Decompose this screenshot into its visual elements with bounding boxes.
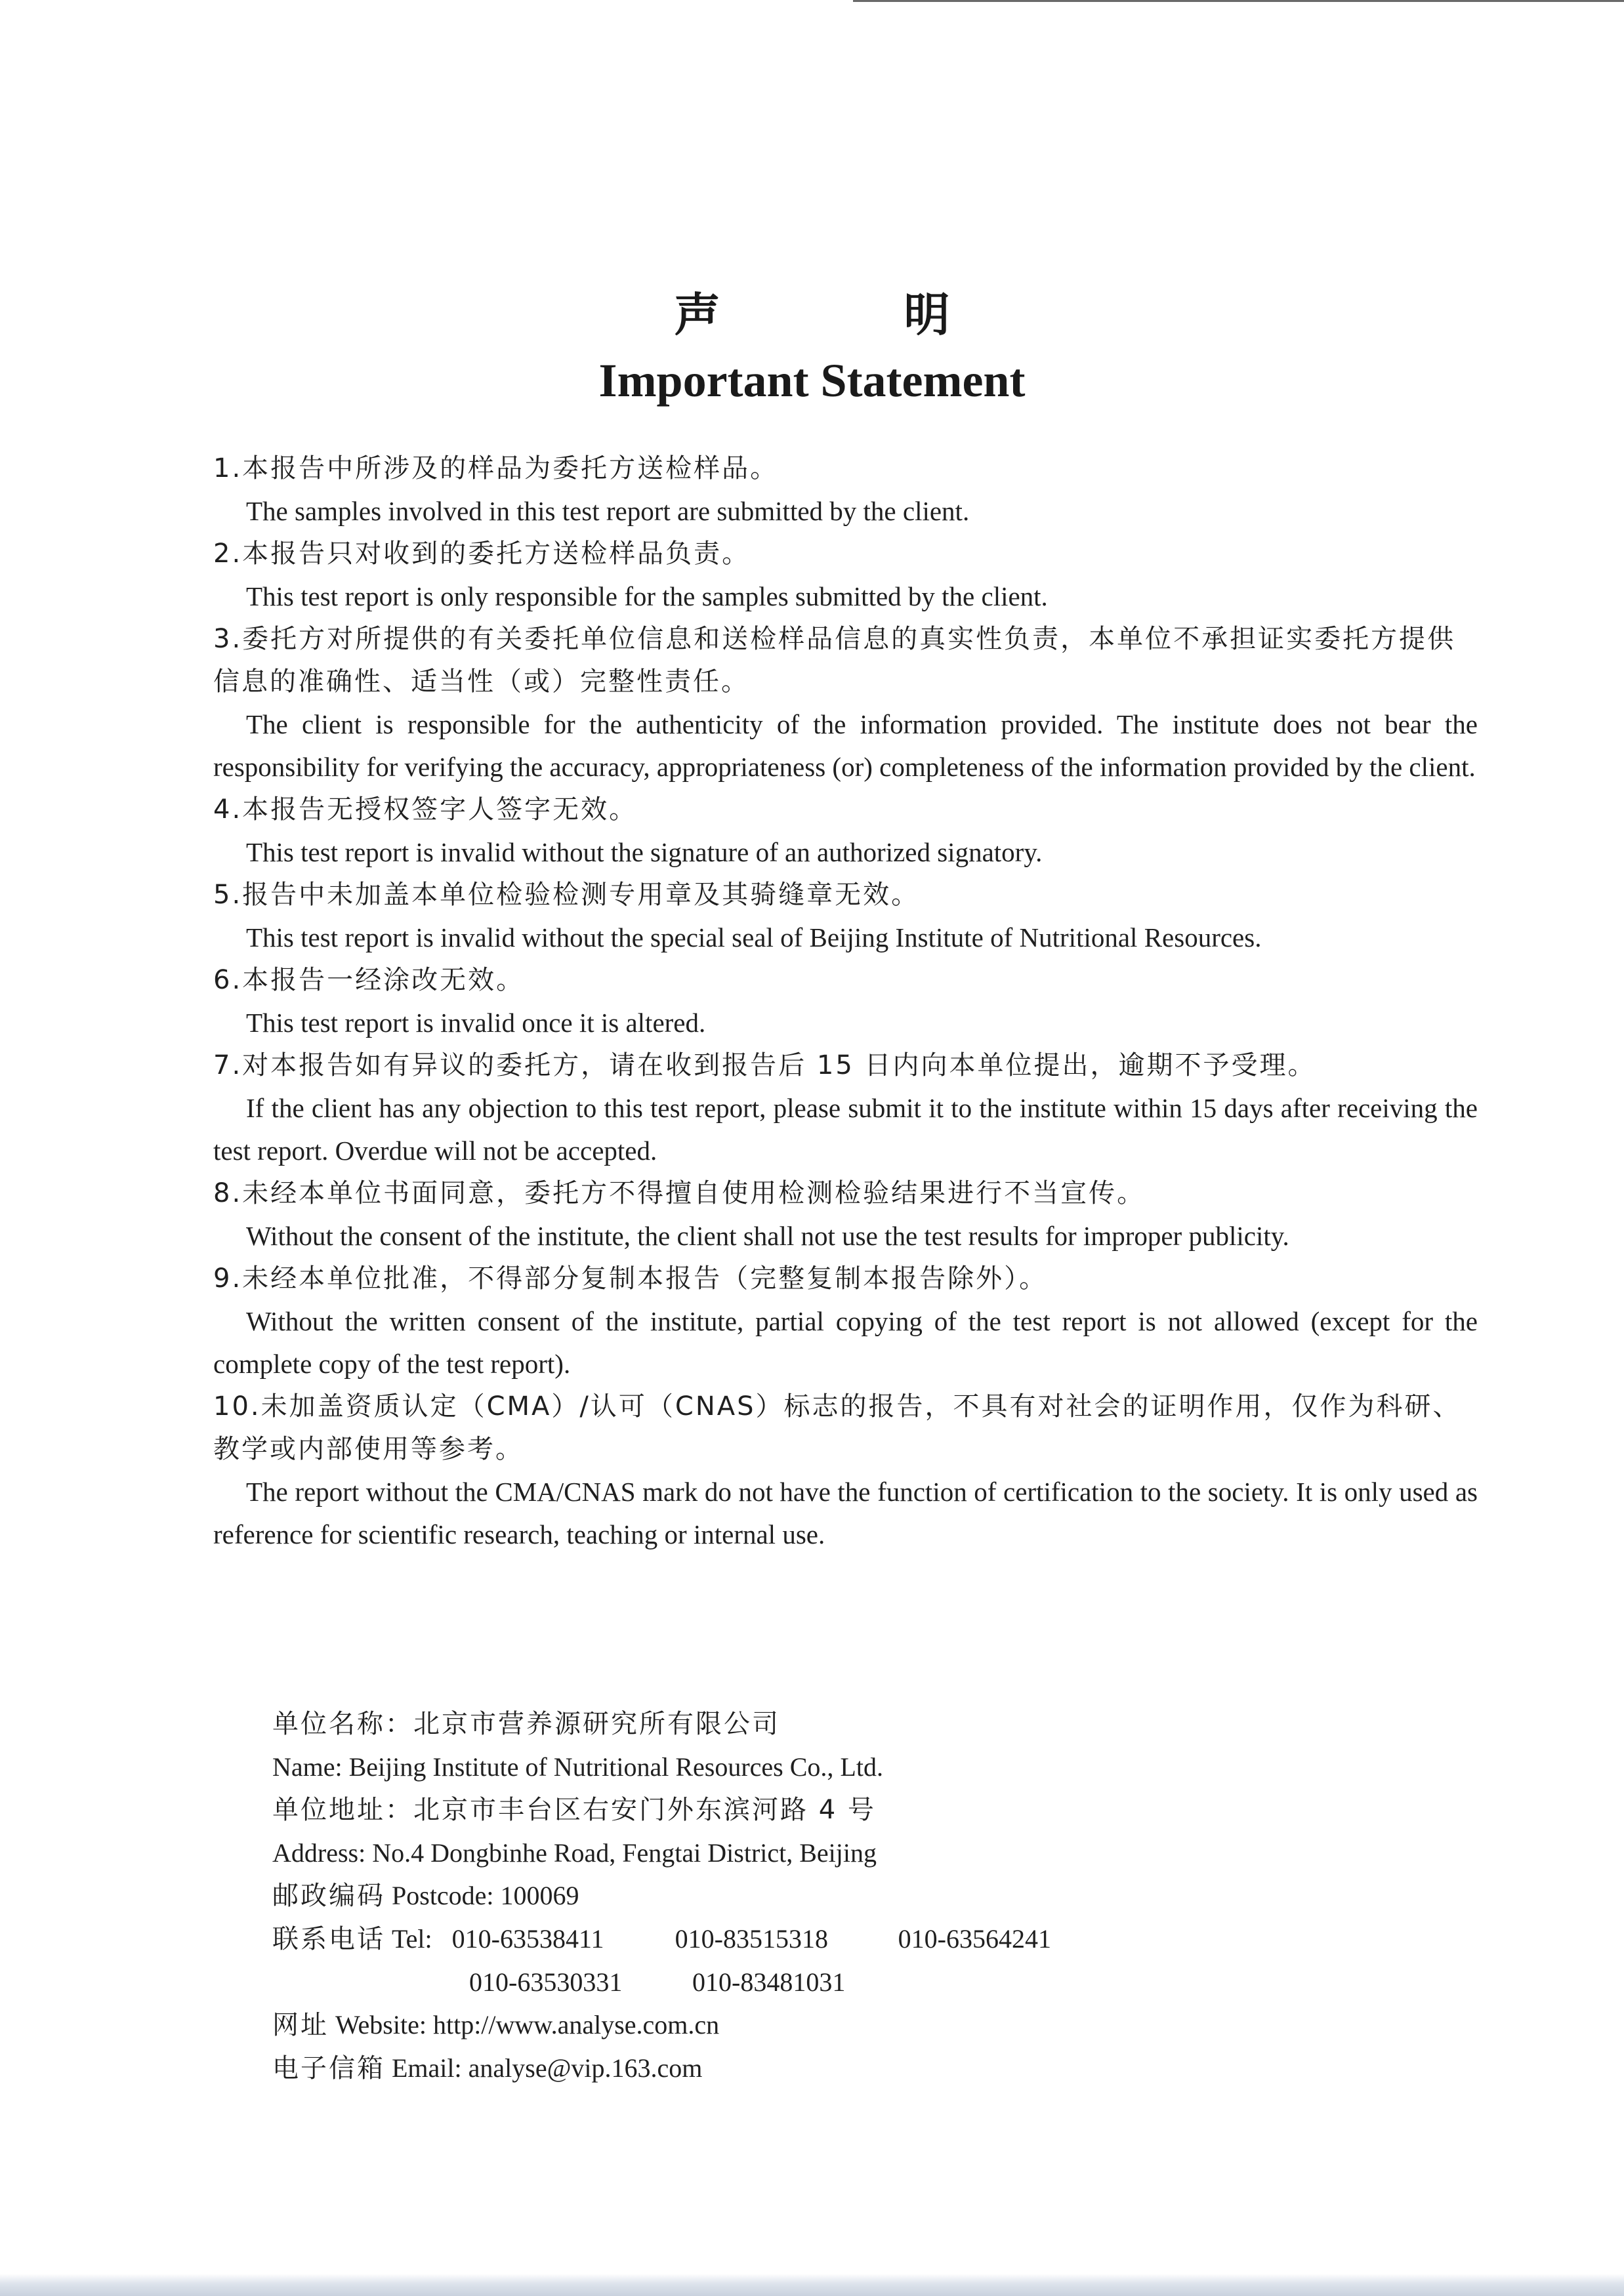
statement-cn: 2.本报告只对收到的委托方送检样品负责。 <box>213 539 751 569</box>
statement-cn: 7.对本报告如有异议的委托方，请在收到报告后 15 日内向本单位提出，逾期不予受理。 <box>213 1050 1316 1080</box>
statement-en: This test report is invalid once it is altered. <box>246 1008 706 1038</box>
email-link[interactable]: analyse@vip.163.com <box>468 2053 703 2083</box>
statement-en: Without the consent of the institute, the client shall not use the test results for improper publicity. <box>246 1221 1289 1251</box>
statement-cn: 1.本报告中所涉及的样品为委托方送检样品。 <box>213 453 779 483</box>
postcode-value: 100069 <box>500 1881 579 1910</box>
name-cn-label: 单位名称： <box>272 1709 413 1739</box>
postcode-line <box>272 1874 1519 1917</box>
address-cn-line <box>272 1788 1519 1832</box>
statement-en: The report without the CMA/CNAS mark do not have the function of certification to the society. It is only used as reference for scientific research, teaching or internal use. <box>213 1477 1478 1549</box>
name-cn-value: 北京市营养源研究所有限公司 <box>413 1709 780 1739</box>
statement-cn: 4.本报告无授权签字人签字无效。 <box>213 794 638 825</box>
statement-cn: 6.本报告一经涂改无效。 <box>213 965 525 995</box>
website-link[interactable]: http://www.analyse.com.cn <box>432 2010 720 2040</box>
statement-item-10 <box>213 1385 1478 1556</box>
contact-block <box>272 1702 1519 2090</box>
top-scan-edge-line <box>853 0 1624 2</box>
tel-number: 010-63538411 <box>451 1924 604 1954</box>
tel-line-1 <box>272 1917 1519 1961</box>
tel-number: 010-63564241 <box>898 1924 1051 1954</box>
statement-cn: 3.委托方对所提供的有关委托单位信息和送检样品信息的真实性负责，本单位不承担证实委托方提供信息的准确性、适当性（或）完整性责任。 <box>213 624 1456 697</box>
statement-item-3 <box>213 618 1478 789</box>
email-line <box>272 2047 1519 2090</box>
tel-number: 010-83481031 <box>692 1967 846 1997</box>
address-cn-label: 单位地址： <box>272 1795 413 1825</box>
page-title-cn: 声明 <box>674 288 1134 342</box>
tel-number: 010-63530331 <box>469 1967 623 1997</box>
page-title-en: Important Statement <box>598 354 1026 407</box>
bottom-scan-shadow <box>0 2274 1624 2296</box>
name-cn-line <box>272 1702 1519 1746</box>
website-line <box>272 2003 1519 2047</box>
email-label-cn: 电子信箱 <box>272 2053 385 2083</box>
statement-cn: 10.未加盖资质认定（CMA）/认可（CNAS）标志的报告，不具有对社会的证明作用，仅作为科研、教学或内部使用等参考。 <box>213 1391 1461 1464</box>
statement-en: This test report is invalid without the special seal of Beijing Institute of Nutritional Resources. <box>246 922 1262 953</box>
title-block <box>0 282 1624 413</box>
tel-label-cn: 联系电话 <box>272 1924 385 1954</box>
website-label-cn: 网址 <box>272 2010 329 2040</box>
statement-item-6 <box>213 959 1478 1044</box>
statement-cn: 5.报告中未加盖本单位检验检测专用章及其骑缝章无效。 <box>213 880 920 910</box>
statement-en: The client is responsible for the authenticity of the information provided. The institute does not bear the responsibility for verifying the accuracy, appropriateness (or) completeness of the information provided by the client. <box>213 709 1478 782</box>
statement-list <box>213 447 1478 1556</box>
address-cn-value: 北京市丰台区右安门外东滨河路 4 号 <box>413 1795 876 1825</box>
postcode-label-cn: 邮政编码 <box>272 1881 385 1911</box>
statement-en: This test report is invalid without the signature of an authorized signatory. <box>246 837 1043 867</box>
statement-item-2 <box>213 533 1478 618</box>
tel-line-2 <box>272 1961 1519 2003</box>
statement-en: If the client has any objection to this test report, please submit it to the institute within 15 days after receiving the test report. Overdue will not be accepted. <box>213 1093 1478 1166</box>
name-en-line: Name: Beijing Institute of Nutritional Resources Co., Ltd. <box>272 1752 883 1782</box>
address-en-line: Address: No.4 Dongbinhe Road, Fengtai District, Beijing <box>272 1838 877 1868</box>
tel-label-en: Tel: <box>392 1924 432 1954</box>
tel-number: 010-83515318 <box>675 1924 828 1954</box>
statement-en: The samples involved in this test report are submitted by the client. <box>246 496 970 526</box>
postcode-label-en: Postcode: <box>392 1881 494 1910</box>
statement-item-4 <box>213 789 1478 874</box>
website-label-en: Website: <box>335 2010 427 2040</box>
statement-item-9 <box>213 1258 1478 1385</box>
statement-item-1 <box>213 447 1478 533</box>
statement-item-8 <box>213 1172 1478 1258</box>
statement-cn: 8.未经本单位书面同意，委托方不得擅自使用检测检验结果进行不当宣传。 <box>213 1178 1146 1208</box>
statement-en: This test report is only responsible for the samples submitted by the client. <box>246 581 1048 611</box>
statement-item-5 <box>213 874 1478 959</box>
email-label-en: Email: <box>392 2053 462 2083</box>
statement-cn: 9.未经本单位批准，不得部分复制本报告（完整复制本报告除外）。 <box>213 1263 1048 1294</box>
statement-item-7 <box>213 1044 1478 1172</box>
statement-en: Without the written consent of the institute, partial copying of the test report is not allowed (except for the complete copy of the test report). <box>213 1306 1478 1379</box>
